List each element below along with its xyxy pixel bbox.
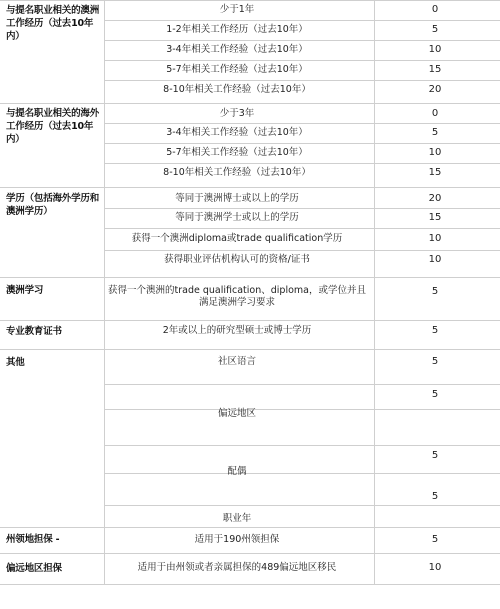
row-divider xyxy=(0,553,500,554)
points-value: 20 xyxy=(428,193,442,204)
category-label: 州领地担保 - xyxy=(6,534,60,545)
category-label: 偏远地区担保 xyxy=(6,563,62,574)
category-label: 澳洲学习 xyxy=(6,285,44,296)
row-divider xyxy=(104,208,500,209)
criteria-text: 获得一个澳洲diploma或trade qualification学历 xyxy=(131,233,343,244)
row-divider xyxy=(0,527,500,528)
row-divider xyxy=(104,20,500,21)
row-divider xyxy=(104,228,500,229)
column-divider xyxy=(374,0,375,584)
points-value: 5 xyxy=(431,450,439,461)
category-label: 专业教育证书 xyxy=(6,326,62,337)
row-divider xyxy=(104,60,500,61)
points-value: 10 xyxy=(428,254,442,265)
criteria-text: 职业年 xyxy=(222,513,252,524)
row-divider xyxy=(0,277,500,278)
row-divider xyxy=(104,80,500,81)
row-divider xyxy=(104,123,500,124)
points-value: 0 xyxy=(431,4,439,15)
criteria-text: 5-7年相关工作经验（过去10年） xyxy=(166,147,308,158)
points-value: 5 xyxy=(431,325,439,336)
row-divider xyxy=(0,0,500,1)
points-value: 15 xyxy=(428,212,442,223)
category-label: 其他 xyxy=(6,357,25,368)
row-divider xyxy=(104,40,500,41)
criteria-text: 等同于澳洲博士或以上的学历 xyxy=(175,193,299,204)
criteria-text: 8-10年相关工作经验（过去10年） xyxy=(163,84,311,95)
criteria-text: 3-4年相关工作经验（过去10年） xyxy=(166,127,308,138)
row-divider xyxy=(104,250,500,251)
category-label: 学历（包括海外学历和澳洲学历） xyxy=(6,193,100,217)
criteria-text: 少于1年 xyxy=(219,4,255,15)
criteria-text: 少于3年 xyxy=(219,108,255,119)
row-divider xyxy=(104,163,500,164)
points-value: 5 xyxy=(431,127,439,138)
criteria-text: 偏远地区 xyxy=(217,408,256,419)
criteria-text: 社区语言 xyxy=(217,356,256,367)
points-value: 10 xyxy=(428,147,442,158)
row-divider xyxy=(0,320,500,321)
row-divider xyxy=(0,584,500,585)
points-value: 10 xyxy=(428,233,442,244)
points-value: 10 xyxy=(428,44,442,55)
criteria-text: 配偶 xyxy=(227,466,247,477)
points-value: 5 xyxy=(431,286,439,297)
category-label: 与提名职业相关的海外工作经历（过去10年内） xyxy=(6,108,100,145)
points-value: 5 xyxy=(431,389,439,400)
criteria-text: 获得职业评估机构认可的资格/证书 xyxy=(164,254,310,265)
row-divider xyxy=(104,445,500,446)
points-value: 5 xyxy=(431,491,439,502)
criteria-text: 3-4年相关工作经验（过去10年） xyxy=(166,44,308,55)
category-label: 与提名职业相关的澳洲工作经历（过去10年内） xyxy=(6,5,100,42)
points-value: 5 xyxy=(431,24,439,35)
criteria-text: 1-2年相关工作经历（过去10年） xyxy=(166,24,308,35)
points-value: 5 xyxy=(431,356,439,367)
points-value: 20 xyxy=(428,84,442,95)
row-divider xyxy=(0,349,500,350)
points-value: 15 xyxy=(428,167,442,178)
points-value: 0 xyxy=(431,108,439,119)
criteria-text: 2年或以上的研究型硕士或博士学历 xyxy=(162,325,312,336)
row-divider xyxy=(104,505,500,506)
criteria-text: 适用于由州领或者亲属担保的489偏远地区移民 xyxy=(137,562,337,573)
row-divider xyxy=(104,384,500,385)
column-divider xyxy=(104,0,105,584)
points-value: 15 xyxy=(428,64,442,75)
criteria-text: 5-7年相关工作经验（过去10年） xyxy=(166,64,308,75)
points-value: 10 xyxy=(428,562,442,573)
points-value: 5 xyxy=(431,534,439,545)
row-divider xyxy=(104,143,500,144)
row-divider xyxy=(0,103,500,104)
row-divider xyxy=(0,187,500,188)
criteria-text: 适用于190州领担保 xyxy=(194,534,280,545)
criteria-text: 获得一个澳洲的trade qualification、diploma，或学位并且满足澳洲学习要求 xyxy=(108,285,366,308)
criteria-text: 8-10年相关工作经验（过去10年） xyxy=(163,167,311,178)
criteria-text: 等同于澳洲学士或以上的学历 xyxy=(175,212,299,223)
